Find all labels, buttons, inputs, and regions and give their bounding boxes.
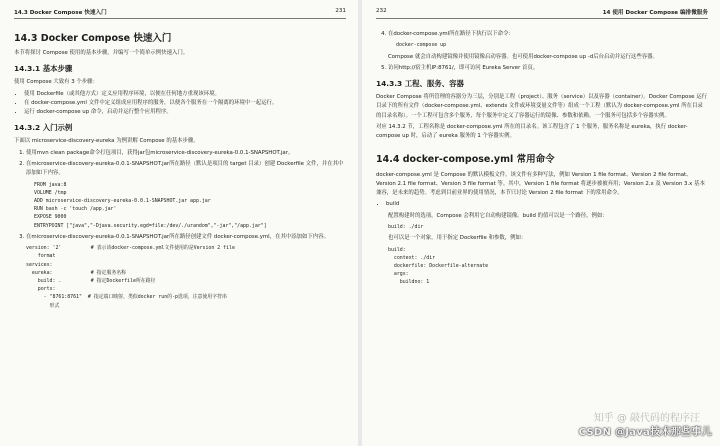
build-object-code: build: context: ./dir dockerfile: Dockerfile-alternate args: buildno: 1: [388, 246, 489, 286]
build-section: [376, 212, 708, 287]
list-item: • build: [386, 200, 708, 209]
paragraph: 对应 14.3.2 节，工程名称是 docker-compose.yml 所在的目录名。该工程包含了 1 个服务，服务名称是 eureka，执行 docker-compose up 时，启动了 eureka 服务的 1 个容器实例。: [376, 123, 688, 140]
zhihu-watermark: 知乎 @ 敲代码的程序汪: [593, 413, 700, 424]
step-text: 1. 使用mvn clean package命令打包项目，获得jar包microservice-discovery-eureka-0.0.1-SNAPSHOT.jar。: [26, 149, 294, 156]
paragraph: Docker Compose 将所管理的容器分为三层，分别是工程（project）、服务（service）以及容器（container）。Docker Compose 运行目录下的所有文件（docker-compose.yml、extends 文件或环境变量文件等）组成一个工程（默认为 docker-compose.yml 所在目录的目录名称）。一个工程可包含多个服务，每个服务中定义了容器运行的镜像、参数和依赖。一个服务可包括多个容器实例。: [376, 94, 707, 119]
page-number: 232: [376, 8, 387, 14]
left-page: [0, 0, 358, 446]
list-item: • 使用 Dockerfile（或其他方式）定义应用程序环境，以便在任何地方重现该环境。: [24, 90, 346, 99]
csdn-watermark: CSDN @Java技术那些事儿: [578, 427, 712, 438]
command-code: docker-compose up: [396, 42, 447, 49]
command-list: [376, 200, 708, 209]
paragraph: docker-compose.yml 是 Compose 的默认模板文件。该文件有多种写法，例如 Version 1 file format、Version 2 file format、Version 2.1 file format、Version 3 file format 等。其中，Version 1 file format 将逐步被被弃用；Version 2.x 及 Version 3.x 基本兼容，是未来的趋势。考虑到目前业界的使用情况，本节只讨论 Version 2 file format 下的常用命令。: [376, 171, 705, 197]
list-item: [26, 149, 346, 158]
example-steps-continued: [376, 30, 708, 73]
section-title: 14.4 docker-compose.yml 常用命令: [376, 153, 555, 165]
list-item: [388, 64, 708, 73]
step-text: 5. 访问http://宿主机IP:8761/，即可访问 Eureka Server 首页。: [388, 64, 539, 71]
right-page: [362, 0, 720, 446]
list-item: • 运行 docker-compose up 命令，启动并运行整个应用程序。: [24, 108, 346, 117]
compose-code: version: '2' # 表示该docker-compose.yml文件使用的是Version 2 file format services: eureka: # 指定服务名称 build: . # 指定Dockerfile所在路径 ports: - "8761:8761" # 指定端口映射，类似docker run的-p选项，注意使用字符串 形式: [26, 245, 235, 309]
build-code: build: ./dir: [388, 224, 424, 231]
step-text: 3. 在microservice-discovery-eureka-0.0.1-SNAPSHOT.jar所在路径创建文件 docker-compose.yml，在其中添加如下内容。: [26, 233, 329, 240]
running-header: [14, 8, 346, 19]
page-number: 231: [335, 8, 346, 14]
subsection-title-project: 14.3.3 工程、服务、容器: [376, 79, 464, 89]
subsection-title-basic-steps: 14.3.1 基本步骤: [14, 64, 73, 74]
list-item: • 在 docker-compose.yml 文件中定义组成应用程序的服务，以便各个服务在一个隔离的环境中一起运行。: [24, 99, 346, 108]
steps-list: [14, 90, 346, 118]
paragraph: 配置构建时的选项，Compose 会利用它自动构建镜像。build 的值可以是一个路径，例如：: [388, 212, 608, 219]
paragraph: 也可以是一个对象，用于指定 Dockerfile 和参数，例如：: [388, 235, 527, 242]
example-intro: 下面以 microservice-discovery-eureka 为例讲解 Compose 的基本步骤。: [14, 138, 199, 145]
intro-paragraph: 本节将探讨 Compose 使用的基本步骤，并编写一个简单示例快速入门。: [14, 50, 189, 56]
steps-intro: 使用 Compose 大致有 3 个步骤：: [14, 79, 98, 86]
subsection-title-example: 14.3.2 入门示例: [14, 123, 73, 133]
dockerfile-code: FROM java:8 VOLUME /tmp ADD microservice-discovery-eureka-0.0.1-SNAPSHOT.jar app.jar RUN bash -c 'touch /app.jar' EXPOSE 9000 ENTRYPOINT ["java","-Djava.security.egd=file:/dev/./urandom","-jar","/app.jar"]: [34, 181, 267, 229]
header-left: 14.3 Docker Compose 快速入门: [14, 10, 107, 16]
header-right: 14 使用 Docker Compose 编排微服务: [602, 10, 708, 16]
step-desc: Compose 就会自动构建镜像并使用镜像启动容器。也可使用docker-compose up -d后台启动并运行这些容器。: [388, 53, 658, 60]
example-steps: [14, 149, 346, 310]
step-text: 4. 在docker-compose.yml所在路径下执行以下命令：: [388, 31, 514, 37]
running-header: [376, 8, 708, 19]
step-text: 2. 在microservice-discovery-eureka-0.0.1-SNAPSHOT.jar所在路径（默认是项目的 target 目录）创建 Dockerfile 文件，并在其中添加如下内容。: [26, 161, 344, 177]
section-title: 14.3 Docker Compose 快速入门: [14, 33, 172, 44]
list-item: [26, 160, 346, 230]
list-item: [26, 233, 346, 310]
list-item: [388, 30, 708, 62]
